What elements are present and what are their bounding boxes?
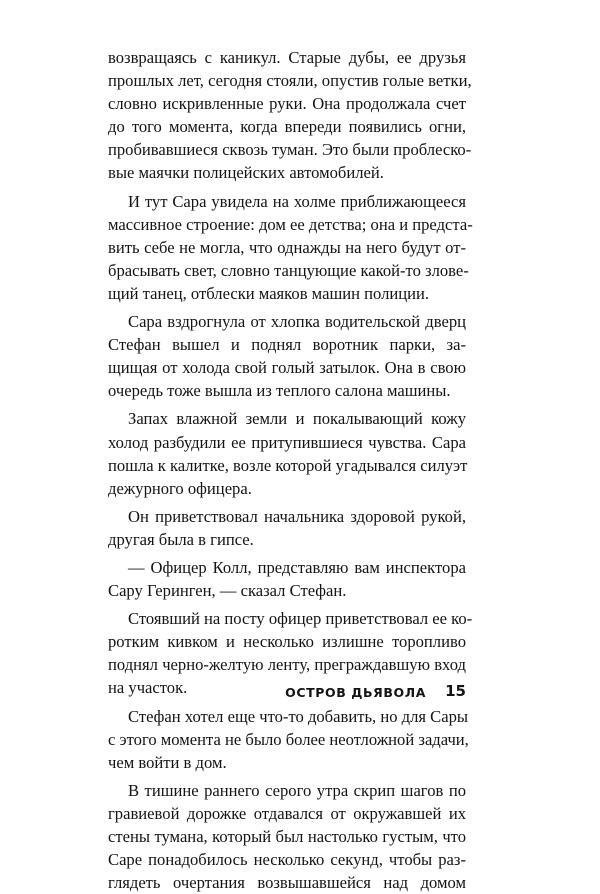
text-line: пошла к калитке, возле которой угадывался силуэт [108,455,468,475]
text-line: пробивавшиеся сквозь туман. Это были проблеско- [108,140,472,160]
text-line: прошлых лет, сегодня стояли, опустив голые ветки, [108,71,472,91]
text-line: вые маячки полицейских автомобилей. [108,163,384,183]
text-line: стены тумана, который был настолько густым, что [108,827,466,846]
text-line: поднял черно-желтую ленту, преграждавшую вход [108,655,466,675]
text-line: щищая от холода свой голый затылок. Она в свою [108,358,466,378]
page-footer [108,682,466,704]
text-line: Сара вздрогнула от хлопка водительской дверц [128,312,466,332]
text-line: Сару Геринген, — сказал Стефан. [108,581,347,601]
text-line: брасывать свет, словно танцующие какой-то злове- [108,260,469,280]
text-line: И тут Сара увидела на холме приближающееся [128,191,466,211]
text-line: словно искривленные руки. Она продолжала счет [108,94,466,114]
text-line: Саре понадобилось несколько секунд, чтобы раз- [108,850,466,870]
text-line: массивное строение: дом ее детства; она и предста- [108,214,473,234]
text-line: до того момента, когда впереди появились огни, [108,117,466,137]
text-line: В тишине раннего серого утра скрип шагов по [128,780,466,800]
text-line: Запах влажной земли и покалывающий кожу [128,409,466,429]
text-line: возвращаясь с каникул. Старые дубы, ее друзья [108,48,466,67]
text-line: ротким кивком и несколько излишне торопливо [108,632,466,652]
paragraph [108,705,469,774]
text-line: вить себе не могла, что однажды на него будут от- [108,237,466,257]
text-line: дежурного офицера. [108,478,252,498]
text-line: очередь тоже вышла из теплого салона машины. [108,381,451,401]
text-line: щий танец, отблески маяков машин полиции. [108,283,430,303]
text-line: другая была в гипсе. [108,529,254,549]
paragraph [108,407,466,499]
page-number: 15 [445,682,466,700]
text-line: Стефан вышел и поднял воротник парки, за- [108,335,466,355]
text-line: Он приветствовал начальника здоровой рукой, [128,506,466,526]
paragraph [108,190,473,305]
text-line: Стоявший на посту офицер приветствовал ее ко- [128,609,473,629]
text-line: Стефан хотел еще что-то добавить, но для Сары [128,706,469,726]
paragraph [108,505,466,551]
body-text [108,46,473,894]
text-line: глядеть очертания возвышавшейся над домом [108,873,466,893]
paragraph [108,556,466,602]
paragraph [108,310,466,402]
paragraph [108,46,472,185]
text-line: с этого момента не было более неотложной задачи, [108,729,469,749]
running-title: ОСТРОВ ДЬЯВОЛА [285,685,426,700]
text-line: чем войти в дом. [108,752,227,772]
text-line: на участок. [108,678,188,698]
text-line: гравиевой дорожке отдавался от окружавшей их [108,803,466,823]
text-line: холод разбудили ее притупившиеся чувства. Сара [108,432,466,452]
text-line: — Офицер Колл, представляю вам инспектора [128,557,466,577]
paragraph [108,779,466,894]
